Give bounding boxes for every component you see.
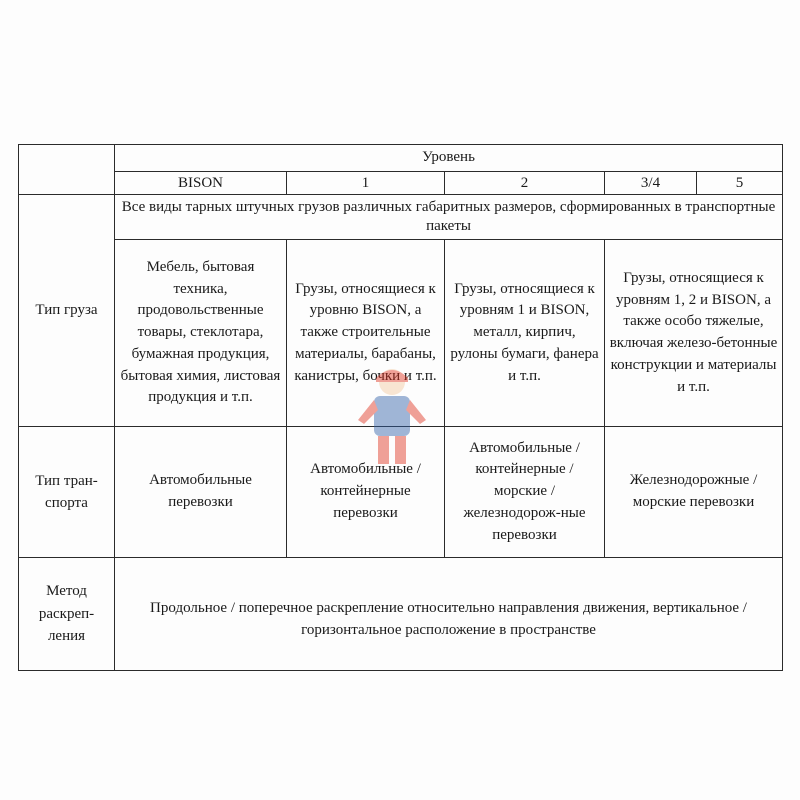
level-header: Уровень xyxy=(115,145,783,172)
transport-row xyxy=(19,427,783,558)
cargo-cell-level-1: Грузы, относящиеся к уровню BISON, а также строительные материалы, барабаны, канистры, бочки и т.п. xyxy=(287,240,445,427)
level-1: 1 xyxy=(287,172,445,195)
fastening-method-label: Метод раскреп-ления xyxy=(19,558,115,671)
cargo-common-text: Все виды тарных штучных грузов различных габаритных размеров, сформированных в транспортные пакеты xyxy=(115,195,783,240)
transport-cell-level-3-5: Железнодорожные / морские перевозки xyxy=(605,427,783,558)
transport-cell-level-1: Автомобильные / контейнерные перевозки xyxy=(287,427,445,558)
cargo-common-row xyxy=(19,195,783,240)
transport-cell-bison: Автомобильные перевозки xyxy=(115,427,287,558)
level-3-4: 3/4 xyxy=(605,172,697,195)
level-bison: BISON xyxy=(115,172,287,195)
level-names-row xyxy=(19,172,783,195)
transport-cell-level-2: Автомобильные / контейнерные / морские / железнодорож-ные перевозки xyxy=(445,427,605,558)
cargo-type-label: Тип груза xyxy=(19,195,115,427)
fastening-row xyxy=(19,558,783,671)
cargo-cell-level-2: Грузы, относящиеся к уровням 1 и BISON, металл, кирпич, рулоны бумаги, фанера и т.п. xyxy=(445,240,605,427)
cargo-cell-bison: Мебель, бытовая техника, продовольственные товары, стеклотара, бумажная продукция, бытовая химия, листовая продукция и т.п. xyxy=(115,240,287,427)
cargo-cell-level-3-5: Грузы, относящиеся к уровням 1, 2 и BISON, а также особо тяжелые, включая железо-бетонные конструкции и материалы и т.п. xyxy=(605,240,783,427)
corner-cell xyxy=(19,145,115,195)
cargo-detail-row xyxy=(19,240,783,427)
level-2: 2 xyxy=(445,172,605,195)
transport-type-label: Тип тран-спорта xyxy=(19,427,115,558)
fastening-method-text: Продольное / поперечное раскрепление относительно направления движения, вертикальное / горизонтальное расположение в пространстве xyxy=(115,558,783,671)
cargo-level-table xyxy=(18,144,783,671)
level-5: 5 xyxy=(697,172,783,195)
level-header-row xyxy=(19,145,783,172)
